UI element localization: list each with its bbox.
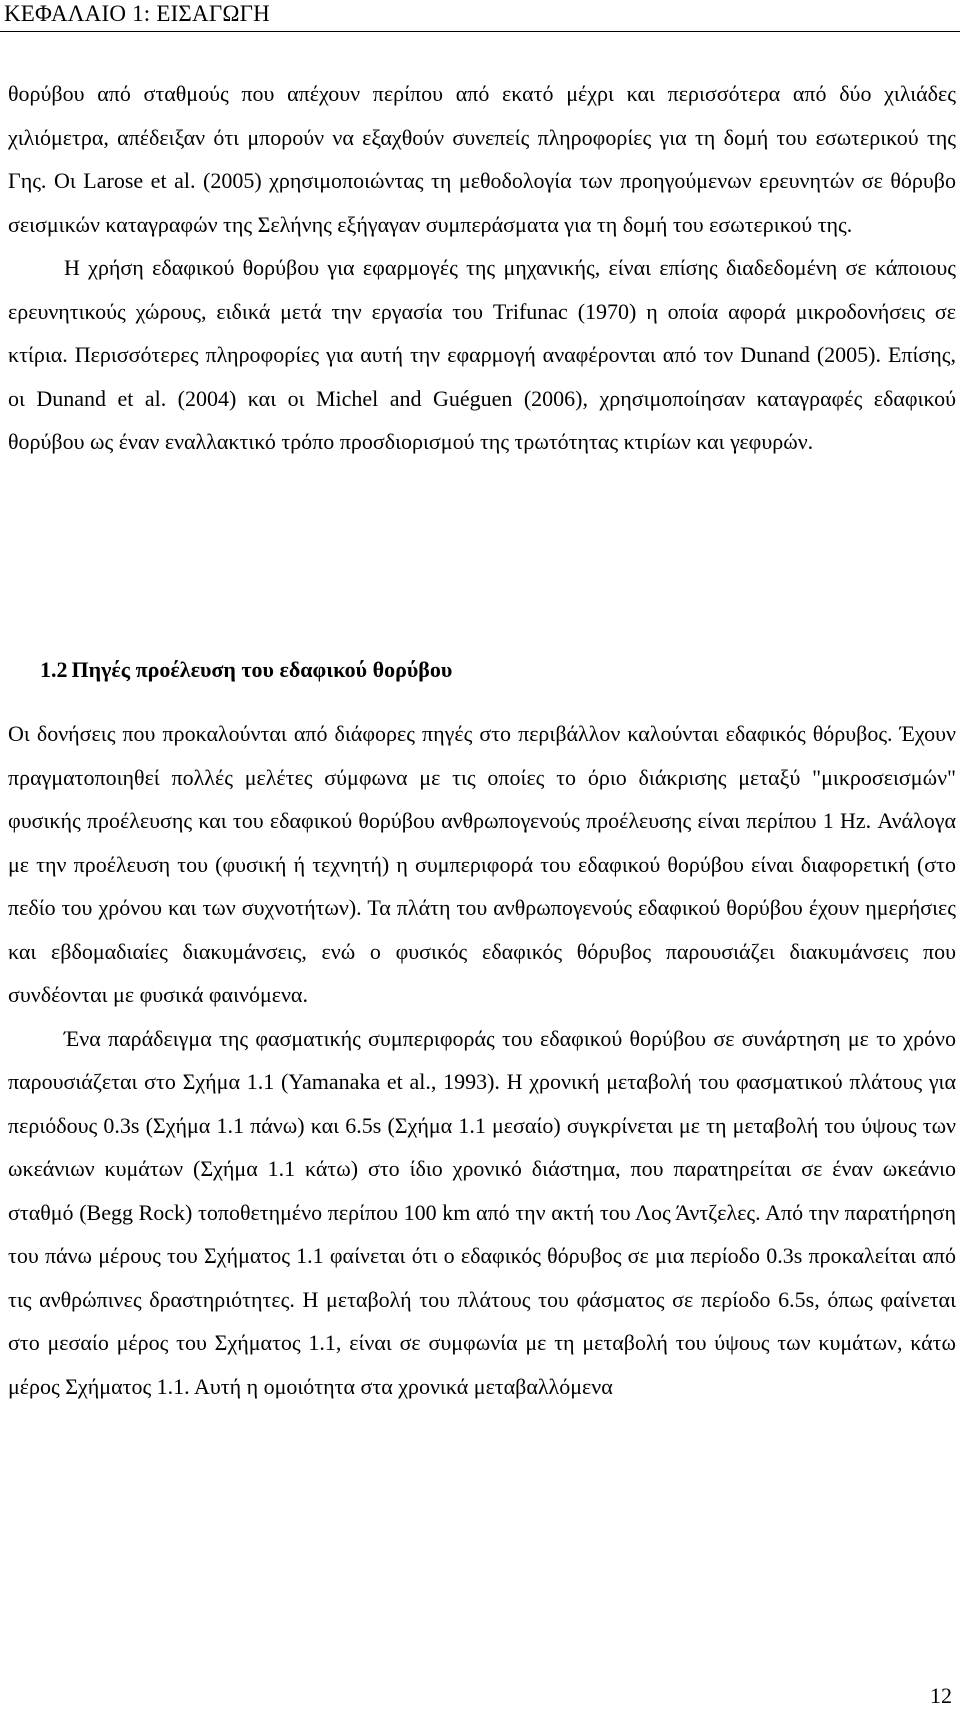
body-text-bottom xyxy=(8,712,956,1408)
paragraph: Ένα παράδειγμα της φασματικής συμπεριφοράς του εδαφικού θορύβου σε συνάρτηση με το χρόνο παρουσιάζεται στο Σχήμα 1.1 (Yamanaka et al., 1993). Η χρονική μεταβολή του φασματικού πλάτους για περιόδους 0.3s (Σχήμα 1.1 πάνω) και 6.5s (Σχήμα 1.1 μεσαίο) συγκρίνεται με τη μεταβολή του ύψους των ωκεάνιων κυμάτων (Σχήμα 1.1 κάτω) στο ίδιο χρονικό διάστημα, που παρατηρείται σε έναν ωκεάνιο σταθμό (Begg Rock) τοποθετημένο περίπου 100 km από την ακτή του Λος Άντζελες. Από την παρατήρηση του πάνω μέρους του Σχήματος 1.1 φαίνεται ότι ο εδαφικός θόρυβος σε μια περίοδο 0.3s προκαλείται από τις ανθρώπινες δραστηριότητες. Η μεταβολή του πλάτους του φάσματος σε περίοδο 6.5s, όπως φαίνεται στο μεσαίο μέρος του Σχήματος 1.1, είναι σε συμφωνία με τη μεταβολή του ύψους των κυμάτων, κάτω μέρος Σχήματος 1.1. Αυτή η ομοιότητα στα χρονικά μεταβαλλόμενα xyxy=(8,1025,956,1399)
paragraph: Οι δονήσεις που προκαλούνται από διάφορες πηγές στο περιβάλλον καλούνται εδαφικός θόρυβος. Έχουν πραγματοποιηθεί πολλές μελέτες σύμφωνα με τις οποίες το όριο διάκρισης μεταξύ "μικροσεισμών" φυσικής προέλευσης και του εδαφικού θορύβου ανθρωπογενούς προέλευσης είναι περίπου 1 Hz. Ανάλογα με την προέλευση του (φυσική ή τεχνητή) η συμπεριφορά του εδαφικού θορύβου είναι διαφορετική (στο πεδίο του χρόνου και των συχνοτήτων). Τα πλάτη του ανθρωπογενούς εδαφικού θορύβου έχουν ημερήσιες και εβδομαδιαίες διακυμάνσεις, ενώ ο φυσικός εδαφικός θόρυβος παρουσιάζει διακυμάνσεις που συνδέονται με φυσικά φαινόμενα. xyxy=(8,721,956,1007)
section-title: Πηγές προέλευση του εδαφικού θορύβου xyxy=(71,657,453,682)
paragraph-continuation: θορύβου από σταθμούς που απέχουν περίπου από εκατό μέχρι και περισσότερα από δύο χιλιάδες χιλιόμετρα, απέδειξαν ότι μπορούν να εξαχθούν συνεπείς πληροφορίες για τη δομή του εσωτερικού της Γης. Οι Larose et al. (2005) χρησιμοποιώντας τη μεθοδολογία των προηγούμενων ερευνητών σε θόρυβο σεισμικών καταγραφών της Σελήνης εξήγαγαν συμπεράσματα για τη δομή του εσωτερικού της. xyxy=(8,81,956,237)
running-header: ΚΕΦΑΛΑΙΟ 1: ΕΙΣΑΓΩΓΗ xyxy=(4,1,270,26)
section-number: 1.2 xyxy=(40,657,68,682)
body-text-top xyxy=(8,72,956,464)
page-number: 12 xyxy=(930,1683,952,1708)
section-heading xyxy=(40,656,452,684)
paragraph: Η χρήση εδαφικού θορύβου για εφαρμογές της μηχανικής, είναι επίσης διαδεδομένη σε κάποιους ερευνητικούς χώρους, ειδικά μετά την εργασία του Trifunac (1970) η οποία αφορά μικροδονήσεις σε κτίρια. Περισσότερες πληροφορίες για αυτή την εφαρμογή αναφέρονται από τον Dunand (2005). Επίσης, οι Dunand et al. (2004) και οι Michel and Guéguen (2006), χρησιμοποίησαν καταγραφές εδαφικού θορύβου ως έναν εναλλακτικό τρόπο προσδιορισμού της τρωτότητας κτιρίων και γεφυρών. xyxy=(8,255,956,454)
header-rule xyxy=(0,31,960,32)
